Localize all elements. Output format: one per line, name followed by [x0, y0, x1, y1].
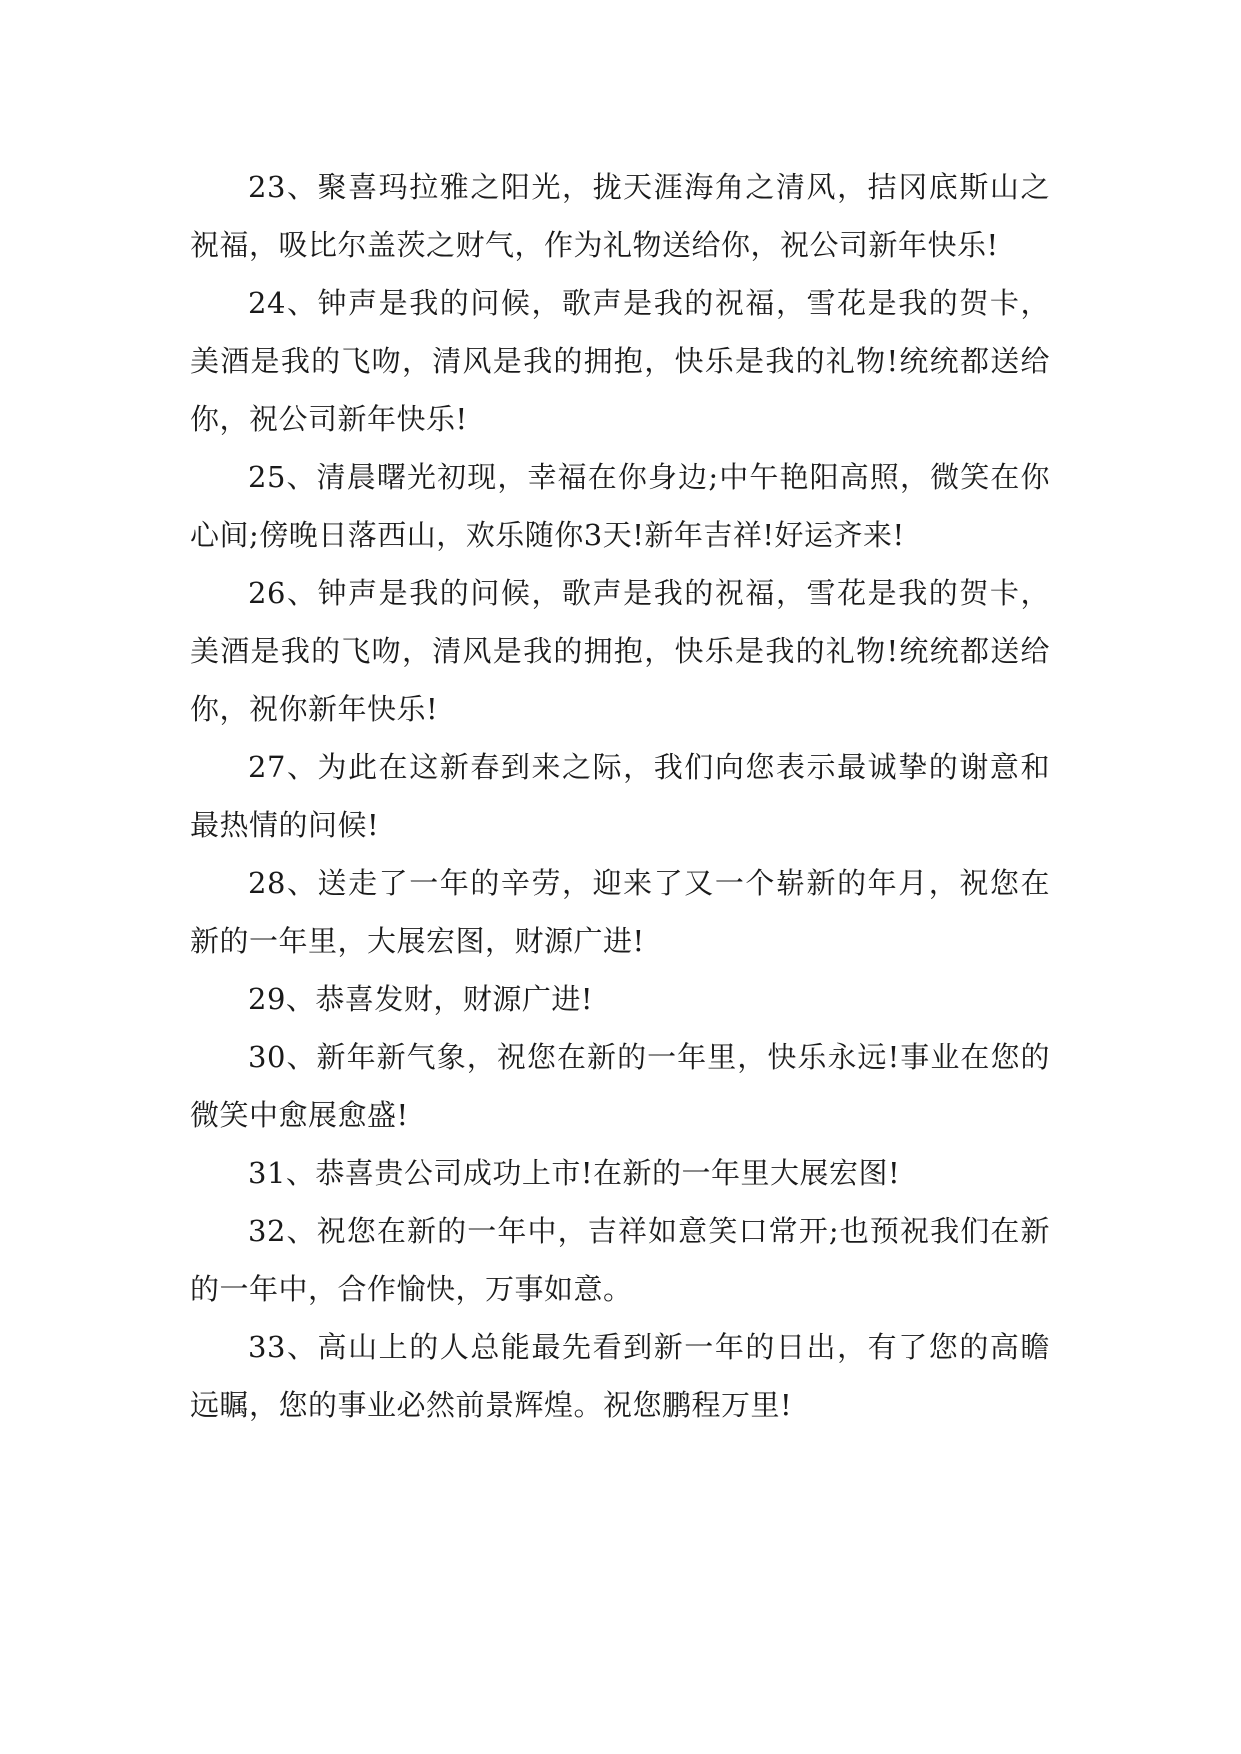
- paragraph-23: 23、聚喜玛拉雅之阳光，拢天涯海角之清风，拮冈底斯山之祝福，吸比尔盖茨之财气，作为礼物送给你，祝公司新年快乐!: [190, 170, 1050, 262]
- paragraph-24: 24、钟声是我的问候，歌声是我的祝福，雪花是我的贺卡，美酒是我的飞吻，清风是我的拥抱，快乐是我的礼物!统统都送给你，祝公司新年快乐!: [190, 286, 1050, 436]
- paragraph-28: 28、送走了一年的辛劳，迎来了又一个崭新的年月，祝您在新的一年里，大展宏图，财源广进!: [190, 866, 1050, 958]
- paragraph-31: 31、恭喜贵公司成功上市!在新的一年里大展宏图!: [248, 1156, 901, 1190]
- paragraph-32: 32、祝您在新的一年中，吉祥如意笑口常开;也预祝我们在新的一年中，合作愉快，万事如意。: [190, 1214, 1050, 1306]
- paragraph-30: 30、新年新气象，祝您在新的一年里，快乐永远!事业在您的微笑中愈展愈盛!: [190, 1040, 1050, 1132]
- paragraph-33: 33、高山上的人总能最先看到新一年的日出，有了您的高瞻远瞩，您的事业必然前景辉煌。祝您鹏程万里!: [190, 1330, 1050, 1422]
- paragraph-27: 27、为此在这新春到来之际，我们向您表示最诚挚的谢意和最热情的问候!: [190, 750, 1050, 842]
- document-body: [190, 158, 1050, 1434]
- paragraph-25: 25、清晨曙光初现，幸福在你身边;中午艳阳高照，微笑在你心间;傍晚日落西山，欢乐随你3天!新年吉祥!好运齐来!: [190, 460, 1050, 552]
- paragraph-26: 26、钟声是我的问候，歌声是我的祝福，雪花是我的贺卡，美酒是我的飞吻，清风是我的拥抱，快乐是我的礼物!统统都送给你，祝你新年快乐!: [190, 576, 1050, 726]
- paragraph-29: 29、恭喜发财，财源广进!: [248, 982, 594, 1016]
